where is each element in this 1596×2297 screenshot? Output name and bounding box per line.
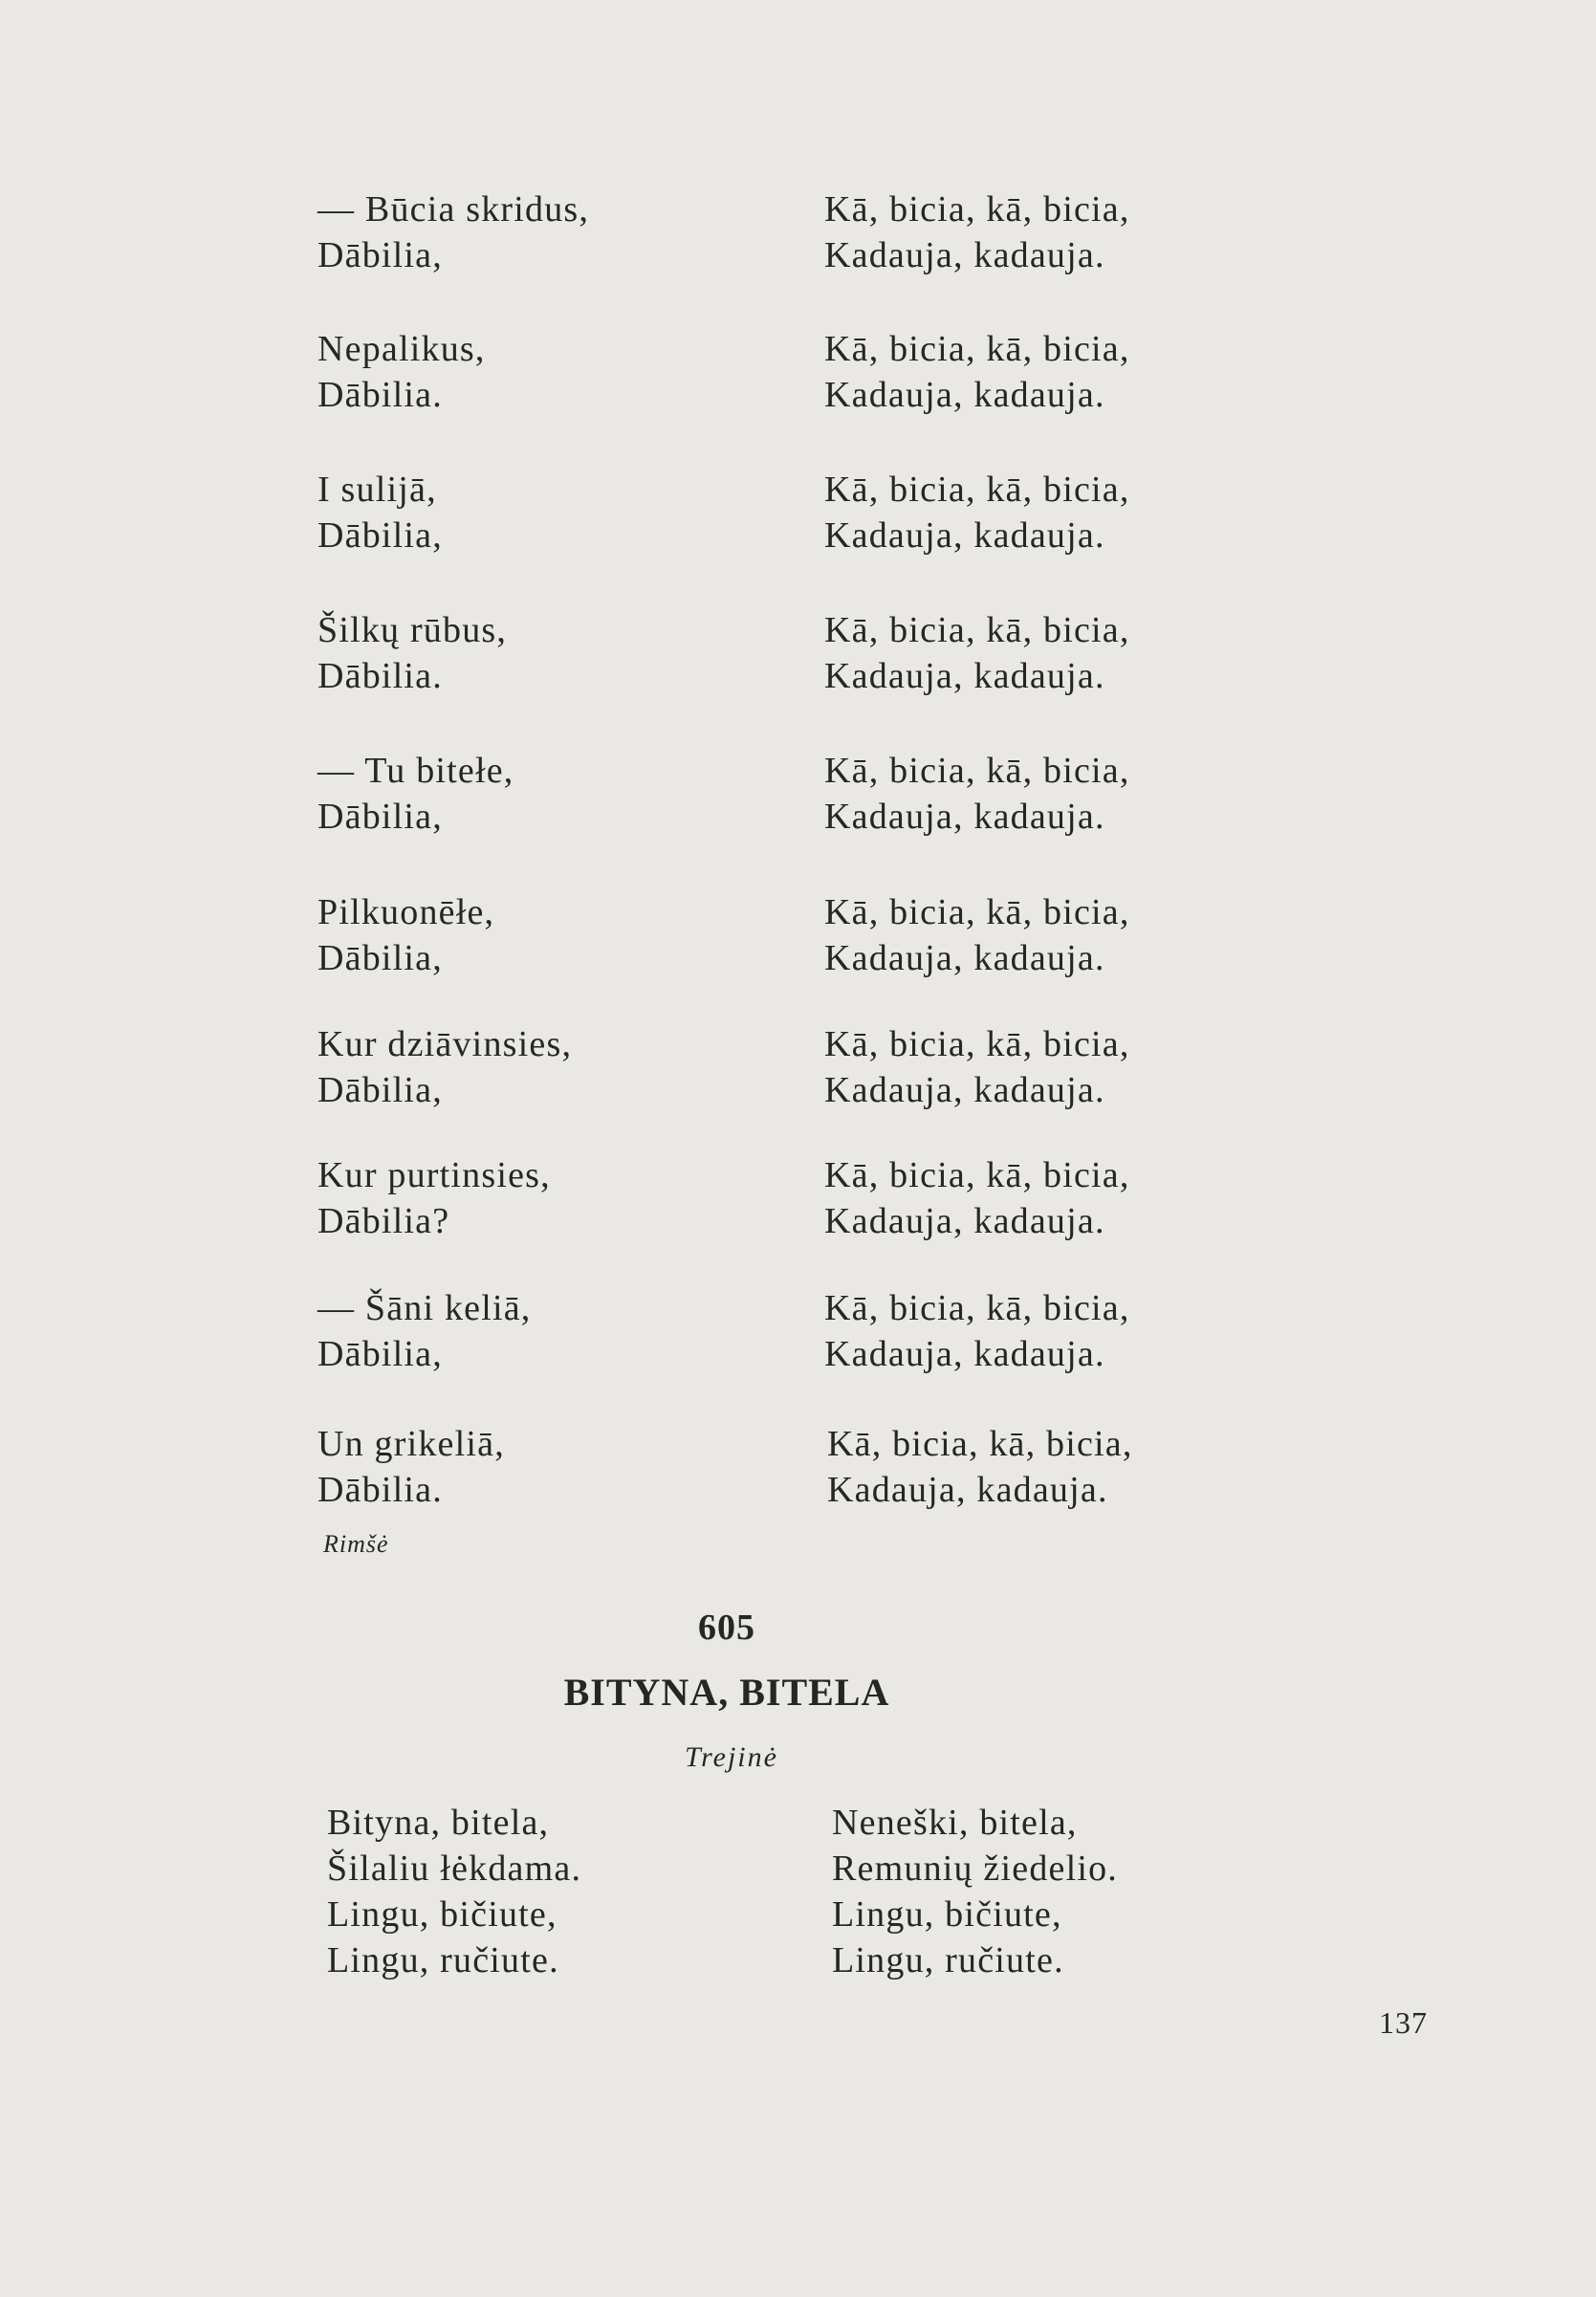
verse-line: Dābilia, <box>317 1070 443 1110</box>
verse-line: Pilkuonēłe, <box>317 892 495 932</box>
stanza-right <box>824 748 1130 840</box>
refrain-line: Kadauja, kadauja. <box>824 938 1105 978</box>
stanza-left <box>317 607 507 699</box>
verse-line: — Būcia skridus, <box>317 189 590 230</box>
refrain-line: Kā, bicia, kā, bicia, <box>824 470 1130 510</box>
refrain-line: Kadauja, kadauja. <box>827 1470 1108 1510</box>
stanza-right <box>827 1421 1133 1513</box>
verse-line: Nepalikus, <box>317 329 486 369</box>
refrain-line: Kadauja, kadauja. <box>824 1201 1105 1241</box>
verse-line: I sulijā, <box>317 470 437 510</box>
stanza-right <box>824 1021 1130 1113</box>
refrain-line: Kā, bicia, kā, bicia, <box>824 189 1130 230</box>
stanza-left <box>317 1421 505 1513</box>
stanza-right <box>824 186 1130 278</box>
stanza-left <box>317 889 494 981</box>
verse-line: Lingu, ručiute. <box>832 1940 1064 1980</box>
verse-line: Dābilia? <box>317 1201 450 1241</box>
refrain-line: Kadauja, kadauja. <box>824 375 1105 415</box>
refrain-line: Kadauja, kadauja. <box>824 797 1105 837</box>
stanza-left <box>317 748 514 840</box>
verse-line: — Tu bitełe, <box>317 751 514 791</box>
verse-line: Remunių žiedelio. <box>832 1849 1118 1889</box>
refrain-line: Kā, bicia, kā, bicia, <box>824 892 1130 932</box>
verse-line: Dābilia. <box>317 375 443 415</box>
refrain-line: Kadauja, kadauja. <box>824 1070 1105 1110</box>
stanza-left <box>317 186 589 278</box>
song-title: BITYNA, BITELA <box>563 1671 890 1714</box>
verse-line: Dābilia. <box>317 1470 443 1510</box>
stanza-right <box>824 889 1130 981</box>
verse-line: Un grikeliā, <box>317 1424 505 1464</box>
refrain-line: Kā, bicia, kā, bicia, <box>824 610 1130 650</box>
song-number: 605 <box>698 1608 755 1648</box>
refrain-line: Kadauja, kadauja. <box>824 235 1105 275</box>
refrain-line: Kadauja, kadauja. <box>824 515 1105 556</box>
refrain-line: Kā, bicia, kā, bicia, <box>827 1424 1133 1464</box>
verse-line: Dābilia, <box>317 235 443 275</box>
stanza-left <box>317 326 486 418</box>
refrain-line: Kā, bicia, kā, bicia, <box>824 1155 1130 1195</box>
refrain-line: Kā, bicia, kā, bicia, <box>824 751 1130 791</box>
verse-line: Šilaliu łėkdama. <box>327 1849 582 1889</box>
verse-line: Lingu, bičiute, <box>327 1894 558 1935</box>
verse-line: Kur purtinsies, <box>317 1155 551 1195</box>
stanza-left <box>317 1152 551 1244</box>
verse-line: Lingu, ručiute. <box>327 1940 559 1980</box>
page-number: 137 <box>1379 2005 1428 2040</box>
stanza-right <box>832 1800 1118 1983</box>
verse-line: Dābilia. <box>317 656 443 696</box>
verse-line: Lingu, bičiute, <box>832 1894 1062 1935</box>
refrain-line: Kā, bicia, kā, bicia, <box>824 1288 1130 1328</box>
refrain-line: Kā, bicia, kā, bicia, <box>824 1024 1130 1064</box>
stanza-right <box>824 1152 1130 1244</box>
verse-line: Neneški, bitela, <box>832 1803 1078 1843</box>
refrain-line: Kā, bicia, kā, bicia, <box>824 329 1130 369</box>
stanza-right <box>824 326 1130 418</box>
verse-line: Šilkų rūbus, <box>317 610 508 650</box>
stanza-left <box>317 467 443 558</box>
song-genre: Trejinė <box>685 1741 778 1773</box>
verse-line: Bityna, bitela, <box>327 1803 550 1843</box>
verse-line: Dābilia, <box>317 797 443 837</box>
stanza-left <box>317 1285 532 1377</box>
verse-line: Dābilia, <box>317 938 443 978</box>
stanza-left <box>317 1021 572 1113</box>
stanza-right <box>824 467 1130 558</box>
stanza-right <box>824 607 1130 699</box>
verse-line: Dābilia, <box>317 1334 443 1374</box>
refrain-line: Kadauja, kadauja. <box>824 1334 1105 1374</box>
stanza-right <box>824 1285 1130 1377</box>
song-attribution: Rimšė <box>323 1530 389 1558</box>
verse-line: Kur dziāvinsies, <box>317 1024 573 1064</box>
refrain-line: Kadauja, kadauja. <box>824 656 1105 696</box>
verse-line: — Šāni keliā, <box>317 1288 532 1328</box>
verse-line: Dābilia, <box>317 515 443 556</box>
stanza-left <box>327 1800 581 1983</box>
